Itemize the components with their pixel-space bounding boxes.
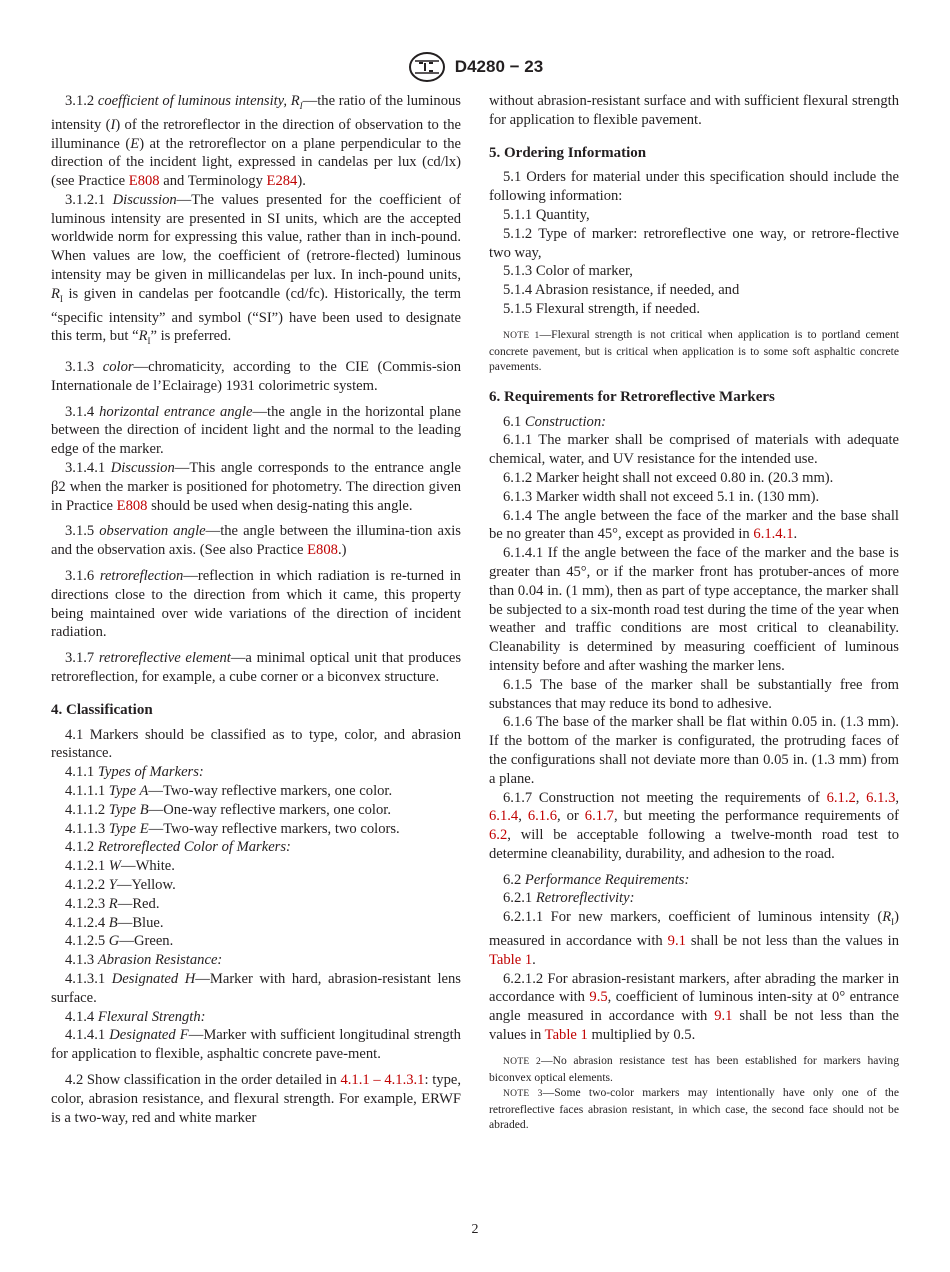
section-4-1-1-2: 4.1.1.2 Type B—One-way reflective markers, one color.	[65, 801, 391, 818]
section-6-1-6: 6.1.6 The base of the marker shall be flat within 0.05 in. (1.3 mm). If the bottom of the marker is configurated, the protruding faces of the configurations shall not deviate more than 0.05 in. (1.3 mm) from a plane.	[489, 714, 899, 787]
note-3: NOTE 3—Some two-color markers may intentionally have only one of the retroreflective faces abrasion resistant, in which case, the second face should not be abraded.	[489, 1085, 899, 1131]
link-e808[interactable]: E808	[307, 542, 338, 559]
note-2: NOTE 2—No abrasion resistance test has been established for markers having biconvex optical elements.	[489, 1053, 899, 1084]
link-6-1-4-1[interactable]: 6.1.4.1	[753, 526, 794, 543]
section-3-1-4-1: 3.1.4.1 Discussion—This angle corresponds to the entrance angle β2 when the marker is positioned for photometry. The direction given in Practice E808 should be used when desig-nating this angle.	[51, 460, 461, 514]
note-1: NOTE 1—Flexural strength is not critical when application is to portland cement concrete pavement, but is critical when application is to some soft asphaltic concrete pavements.	[489, 327, 899, 373]
heading-requirements: 6. Requirements for Retroreflective Markers	[489, 388, 775, 405]
section-6-1-3: 6.1.3 Marker width shall not exceed 5.1 in. (130 mm).	[503, 488, 820, 505]
section-6-1-4-1: 6.1.4.1 If the angle between the face of the marker and the base is greater than 45°, or if the marker front has protuber-ances of more than 0.04 in. (1 mm), then as part of type acceptance, the marker shall be subjected to a six-month road test during the time of the year when weather and traffic conditions are most critical to cleanability. Cleanability is determined by measuring coefficient of luminous intensity before and after washing the marker lens.	[489, 545, 899, 674]
link-4-1-1-to-4-1-3-1[interactable]: 4.1.1 – 4.1.3.1	[340, 1071, 425, 1088]
link-e808[interactable]: E808	[128, 173, 160, 190]
link-table-1[interactable]: Table 1	[489, 951, 533, 968]
section-5-1-2: 5.1.2 Type of marker: retroreflective one way, or retrore-flective two way,	[489, 225, 899, 261]
section-4-1-2-4: 4.1.2.4 B—Blue.	[65, 914, 164, 931]
astm-logo-icon	[407, 52, 447, 82]
link-6-1-2[interactable]: 6.1.2	[826, 789, 856, 806]
section-3-1-4: 3.1.4 horizontal entrance angle—the angle in the horizontal plane between the direction of incident light and the normal to the leading edge of the marker.	[51, 403, 461, 458]
link-6-1-6[interactable]: 6.1.6	[527, 808, 557, 825]
section-5-1-5: 5.1.5 Flexural strength, if needed.	[503, 300, 700, 317]
section-4-1-3-1: 4.1.3.1 Designated H—Marker with hard, abrasion-resistant lens surface.	[51, 970, 461, 1006]
section-6-1-4: 6.1.4 The angle between the face of the marker and the base shall be no greater than 45°, except as provided in 6.1.4.1.	[489, 507, 899, 543]
section-4-1: 4.1 Markers should be classified as to type, color, and abrasion resistance.	[51, 726, 461, 762]
section-3-1-3: 3.1.3 color—chromaticity, according to the CIE (Commis-sion Internationale de l’Eclairage) 1931 colorimetric system.	[51, 359, 462, 394]
section-4-1-4: 4.1.4 Flexural Strength:	[65, 1008, 206, 1025]
section-6-2-1: 6.2.1 Retroreflectivity:	[503, 890, 635, 907]
link-6-1-7[interactable]: 6.1.7	[584, 808, 614, 825]
section-6-2: 6.2 Performance Requirements:	[503, 871, 690, 888]
section-6-1: 6.1 Construction:	[503, 413, 606, 430]
section-5-1-1: 5.1.1 Quantity,	[503, 206, 590, 223]
section-4-1-2-1: 4.1.2.1 W—White.	[65, 858, 175, 875]
heading-ordering-information: 5. Ordering Information	[489, 144, 647, 161]
section-6-1-5: 6.1.5 The base of the marker shall be substantially free from substances that may reduce its bond to adhesive.	[489, 676, 899, 712]
link-e808[interactable]: E808	[116, 497, 148, 514]
link-9-1[interactable]: 9.1	[667, 932, 686, 949]
link-6-1-4[interactable]: 6.1.4	[489, 808, 519, 825]
right-column	[489, 92, 899, 1132]
section-3-1-2-1: 3.1.2.1 Discussion—The values presented for the coefficient of luminous intensity are presented in SI units, which are the accepted worldwide norm for expressing this value, rather than in inch-pound. When values are low, the coefficient of (retrore-flected) luminous intensity may be given in millicandelas per lux. In inch-pound units, $R_I$ is given in candelas per footcandle (cd/fc). Historically, the term “specific intensity” and symbol (“SI”) have been used to designate this term, but “$R_I$” is preferred.	[51, 191, 462, 347]
section-3-1-6: 3.1.6 retroreflection—reflection in which radiation is re-turned in directions close to the direction from which it came, this property being maintained over wide variations of the direction of incident radiation.	[51, 568, 461, 641]
section-3-1-2: 3.1.2 coefficient of luminous intensity, $R_I—the$ ratio of the luminous intensity (I) of the retroreflector in the direction of observation to the illuminance (E) at the retroreflector on a plane perpendicular to the direction of the incident light, expressed in candelas per lux (cd/lx) (see Practice E808 and Terminology E284).	[51, 93, 461, 190]
link-table-1[interactable]: Table 1	[544, 1026, 588, 1043]
link-9-1[interactable]: 9.1	[714, 1008, 733, 1025]
section-5-1-3: 5.1.3 Color of marker,	[503, 263, 633, 280]
link-e284[interactable]: E284	[266, 173, 298, 190]
section-6-1-7: 6.1.7 Construction not meeting the requirements of 6.1.2, 6.1.3, 6.1.4, 6.1.6, or 6.1.7, but meeting the performance requirements of 6.2, will be acceptable following a twelve-month road test to determine cleanability, durability, and adhesion to the road.	[489, 789, 900, 862]
section-5-1: 5.1 Orders for material under this specification should include the following information:	[489, 169, 899, 205]
left-column	[51, 92, 461, 1127]
section-4-2-continued: without abrasion-resistant surface and with sufficient flexural strength for application to flexible pavement.	[489, 93, 899, 128]
link-6-1-3[interactable]: 6.1.3	[866, 789, 896, 806]
section-4-1-1-3: 4.1.1.3 Type E—Two-way reflective markers, two colors.	[65, 820, 400, 837]
section-4-1-2: 4.1.2 Retroreflected Color of Markers:	[65, 839, 291, 856]
document-id: D4280 − 23	[454, 57, 544, 76]
section-6-1-2: 6.1.2 Marker height shall not exceed 0.80 in. (20.3 mm).	[503, 469, 834, 486]
section-3-1-5: 3.1.5 observation angle—the angle between the illumina-tion axis and the observation axis. (See also Practice E808.)	[51, 523, 461, 559]
section-4-1-1-1: 4.1.1.1 Type A—Two-way reflective markers, one color.	[65, 783, 393, 800]
section-6-1-1: 6.1.1 The marker shall be comprised of materials with adequate chemical, water, and UV resistance for the intended use.	[489, 432, 899, 468]
section-4-1-2-2: 4.1.2.2 Y—Yellow.	[65, 877, 176, 893]
section-4-1-2-5: 4.1.2.5 G—Green.	[65, 933, 174, 950]
link-6-2[interactable]: 6.2	[489, 827, 508, 844]
page-header	[0, 52, 950, 82]
link-9-5[interactable]: 9.5	[589, 989, 608, 1006]
heading-classification: 4. Classification	[51, 701, 153, 718]
section-4-1-3: 4.1.3 Abrasion Resistance:	[65, 952, 223, 969]
section-4-1-1: 4.1.1 Types of Markers:	[65, 764, 204, 781]
section-4-1-2-3: 4.1.2.3 R—Red.	[65, 895, 160, 912]
section-6-2-1-2: 6.2.1.2 For abrasion-resistant markers, after abrading the marker in accordance with 9.5, coefficient of luminous inten-sity at 0° entrance angle measured in accordance with 9.1 shall be not less than the values in Table 1 multiplied by 0.5.	[489, 970, 899, 1043]
section-4-2: 4.2 Show classification in the order detailed in 4.1.1 – 4.1.3.1: type, color, abrasion resistance, and flexural strength. For example, ERWF is a two-way, red and white marker	[51, 1071, 461, 1126]
page-number: 2	[471, 1222, 479, 1237]
section-5-1-4: 5.1.4 Abrasion resistance, if needed, and	[503, 282, 740, 299]
section-3-1-7: 3.1.7 retroreflective element—a minimal optical unit that produces retroreflection, for example, a cube corner or a biconvex structure.	[51, 650, 461, 686]
section-6-2-1-1: 6.2.1.1 For new markers, coefficient of luminous intensity $(R_I)$ measured in accordance with 9.1 shall be not less than the values in Table 1.	[489, 909, 899, 968]
section-4-1-4-1: 4.1.4.1 Designated F—Marker with sufficient longitudinal strength for application to flexible, asphaltic concrete pave-ment.	[51, 1027, 461, 1063]
